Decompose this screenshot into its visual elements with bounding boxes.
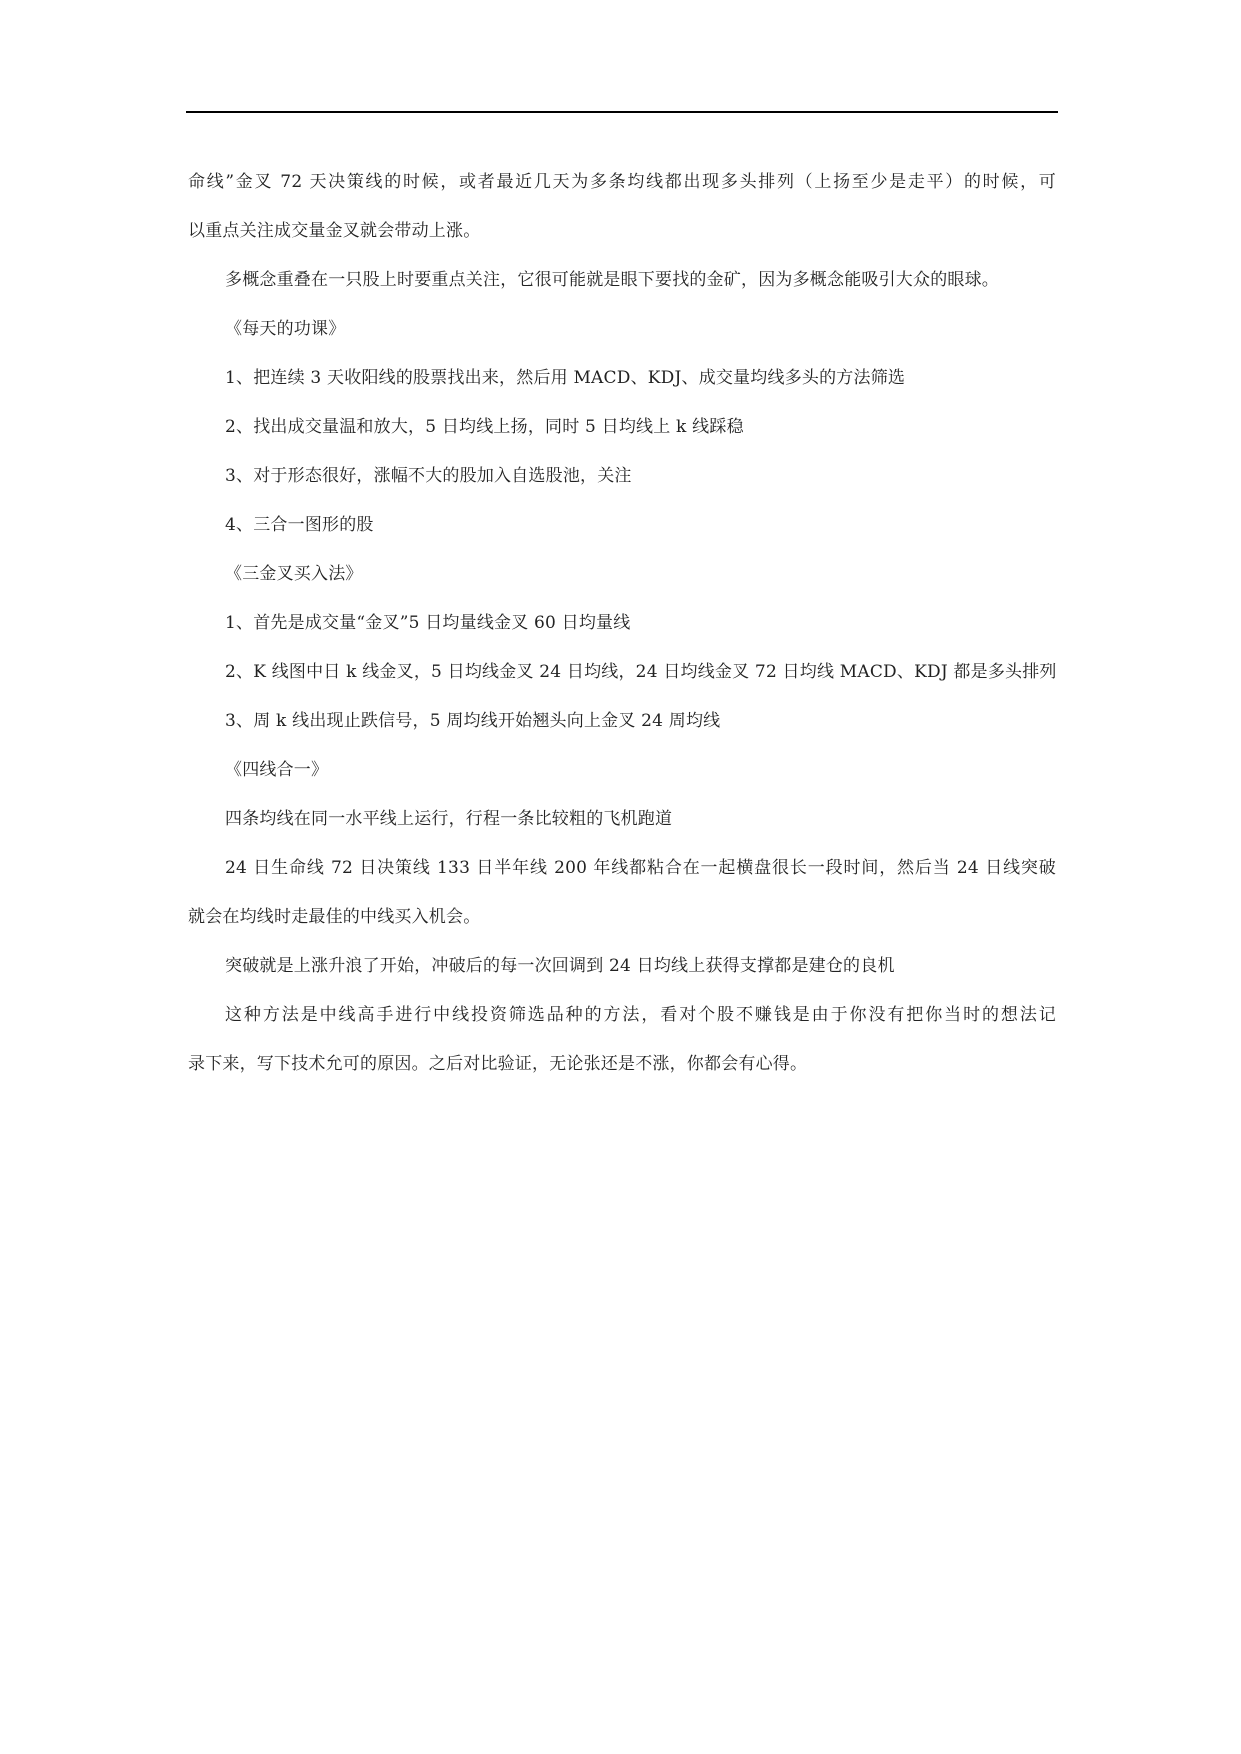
section-heading: 《三金叉买入法》 xyxy=(225,564,363,584)
paragraph-line: 四条均线在同一水平线上运行，行程一条比较粗的飞机跑道 xyxy=(225,809,673,829)
paragraph-line: 突破就是上涨升浪了开始，冲破后的每一次回调到 24 日均线上获得支撑都是建仓的良机 xyxy=(225,956,895,976)
section-heading: 《四线合一》 xyxy=(225,760,329,780)
list-item: 1、把连续 3 天收阳线的股票找出来，然后用 MACD、KDJ、成交量均线多头的方法筛选 xyxy=(225,368,906,388)
paragraph-line: 这种方法是中线高手进行中线投资筛选品种的方法，看对个股不赚钱是由于你没有把你当时的想法记 xyxy=(225,1005,1056,1025)
list-item: 1、首先是成交量“金叉”5 日均量线金叉 60 日均量线 xyxy=(225,613,631,633)
list-item: 3、周 k 线出现止跌信号，5 周均线开始翘头向上金叉 24 周均线 xyxy=(225,711,721,731)
paragraph-line: 就会在均线时走最佳的中线买入机会。 xyxy=(188,907,481,927)
paragraph-line: 以重点关注成交量金叉就会带动上涨。 xyxy=(188,221,481,241)
paragraph-line: 录下来，写下技术允可的原因。之后对比验证，无论张还是不涨，你都会有心得。 xyxy=(188,1054,808,1074)
paragraph-line: 命线”金叉 72 天决策线的时候，或者最近几天为多条均线都出现多头排列（上扬至少是走平）的时候，可 xyxy=(188,172,1056,192)
list-item: 2、K 线图中日 k 线金叉，5 日均线金叉 24 日均线，24 日均线金叉 72 日均线 MACD、KDJ 都是多头排列 xyxy=(225,662,1057,682)
list-item: 4、三合一图形的股 xyxy=(225,515,374,535)
document-body xyxy=(188,158,1056,1089)
list-item: 2、找出成交量温和放大，5 日均线上扬，同时 5 日均线上 k 线踩稳 xyxy=(225,417,744,437)
paragraph-line: 多概念重叠在一只股上时要重点关注，它很可能就是眼下要找的金矿，因为多概念能吸引大众的眼球。 xyxy=(225,270,999,290)
header-rule xyxy=(186,111,1058,113)
section-heading: 《每天的功课》 xyxy=(225,319,346,339)
paragraph-line: 24 日生命线 72 日决策线 133 日半年线 200 年线都粘合在一起横盘很长一段时间，然后当 24 日线突破 xyxy=(225,858,1056,878)
list-item: 3、对于形态很好，涨幅不大的股加入自选股池，关注 xyxy=(225,466,632,486)
